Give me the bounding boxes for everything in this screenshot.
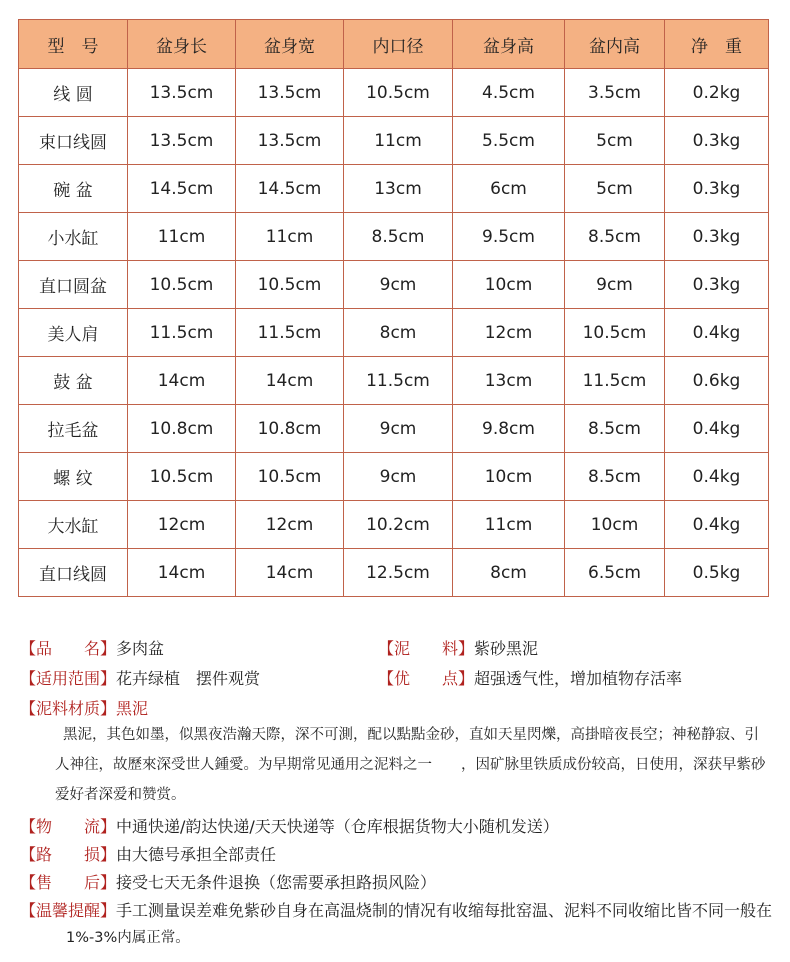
clay-label: 【泥 料】 (378, 639, 475, 658)
material-value: 黑泥 (116, 699, 149, 718)
cell-weight: 0.4kg (665, 405, 769, 453)
spec-table (18, 19, 769, 597)
cell-height: 10cm (453, 261, 565, 309)
cell-length: 10.8cm (128, 405, 236, 453)
table-row (19, 501, 769, 549)
product-value: 多肉盆 (116, 639, 165, 658)
header-inner-height: 盆内高 (565, 20, 665, 69)
table-header-row (19, 20, 769, 69)
cell-inner-height: 8.5cm (565, 213, 665, 261)
reminder-field (20, 898, 772, 921)
table-row (19, 453, 769, 501)
cell-height: 11cm (453, 501, 565, 549)
cell-weight: 0.3kg (665, 165, 769, 213)
cell-height: 5.5cm (453, 117, 565, 165)
cell-width: 11cm (236, 213, 344, 261)
cell-width: 11.5cm (236, 309, 344, 357)
cell-width: 10.8cm (236, 405, 344, 453)
cell-inner-diameter: 9cm (344, 453, 453, 501)
product-label: 【品 名】 (20, 639, 117, 658)
header-inner-diameter: 内口径 (344, 20, 453, 69)
advantage-value: 超强透气性，增加植物存活率 (474, 669, 683, 688)
table-row (19, 117, 769, 165)
cell-weight: 0.3kg (665, 261, 769, 309)
cell-model: 大水缸 (19, 501, 128, 549)
cell-height: 13cm (453, 357, 565, 405)
cell-inner-height: 11.5cm (565, 357, 665, 405)
cell-inner-height: 8.5cm (565, 405, 665, 453)
cell-height: 4.5cm (453, 69, 565, 117)
usage-value: 花卉绿植 摆件观赏 (116, 669, 261, 688)
advantage-label: 【优 点】 (378, 669, 475, 688)
cell-model: 碗 盆 (19, 165, 128, 213)
cell-inner-diameter: 8cm (344, 309, 453, 357)
cell-length: 12cm (128, 501, 236, 549)
damage-label: 【路 损】 (20, 845, 117, 864)
cell-inner-height: 10cm (565, 501, 665, 549)
cell-weight: 0.4kg (665, 309, 769, 357)
cell-length: 11cm (128, 213, 236, 261)
logistics-value: 中通快递/韵达快递/天天快递等（仓库根据货物大小随机发送） (116, 817, 559, 836)
table-row (19, 261, 769, 309)
cell-length: 10.5cm (128, 261, 236, 309)
cell-inner-height: 6.5cm (565, 549, 665, 597)
logistics-label: 【物 流】 (20, 817, 117, 836)
cell-weight: 0.3kg (665, 213, 769, 261)
cell-inner-height: 3.5cm (565, 69, 665, 117)
header-height: 盆身高 (453, 20, 565, 69)
logistics-field (20, 814, 559, 837)
table-row (19, 405, 769, 453)
cell-inner-diameter: 11cm (344, 117, 453, 165)
table-body (19, 69, 769, 597)
cell-model: 小水缸 (19, 213, 128, 261)
header-model: 型 号 (19, 20, 128, 69)
cell-inner-diameter: 9cm (344, 405, 453, 453)
clay-value: 紫砂黑泥 (474, 639, 539, 658)
cell-weight: 0.6kg (665, 357, 769, 405)
cell-width: 13.5cm (236, 117, 344, 165)
cell-width: 13.5cm (236, 69, 344, 117)
cell-width: 14.5cm (236, 165, 344, 213)
cell-model: 直口圆盆 (19, 261, 128, 309)
aftersale-value: 接受七天无条件退换（您需要承担路损风险） (116, 873, 437, 892)
cell-inner-diameter: 10.2cm (344, 501, 453, 549)
cell-inner-height: 9cm (565, 261, 665, 309)
cell-length: 14cm (128, 357, 236, 405)
cell-length: 13.5cm (128, 69, 236, 117)
cell-width: 10.5cm (236, 261, 344, 309)
table-row (19, 213, 769, 261)
cell-length: 14.5cm (128, 165, 236, 213)
material-field (20, 696, 148, 719)
cell-inner-diameter: 10.5cm (344, 69, 453, 117)
aftersale-label: 【售 后】 (20, 873, 117, 892)
cell-length: 10.5cm (128, 453, 236, 501)
cell-width: 12cm (236, 501, 344, 549)
cell-model: 线 圆 (19, 69, 128, 117)
cell-model: 直口线圆 (19, 549, 128, 597)
cell-inner-height: 5cm (565, 165, 665, 213)
cell-height: 9.8cm (453, 405, 565, 453)
reminder-label: 【温馨提醒】 (20, 901, 117, 920)
cell-weight: 0.3kg (665, 117, 769, 165)
cell-length: 13.5cm (128, 117, 236, 165)
table-row (19, 309, 769, 357)
cell-inner-diameter: 11.5cm (344, 357, 453, 405)
header-weight: 净 重 (665, 20, 769, 69)
cell-height: 10cm (453, 453, 565, 501)
cell-height: 9.5cm (453, 213, 565, 261)
cell-inner-diameter: 13cm (344, 165, 453, 213)
cell-weight: 0.4kg (665, 501, 769, 549)
cell-inner-height: 8.5cm (565, 453, 665, 501)
header-length: 盆身长 (128, 20, 236, 69)
cell-weight: 0.5kg (665, 549, 769, 597)
clay-field (378, 636, 538, 659)
cell-inner-height: 10.5cm (565, 309, 665, 357)
usage-label: 【适用范围】 (20, 669, 117, 688)
damage-field (20, 842, 276, 865)
cell-width: 14cm (236, 357, 344, 405)
cell-weight: 0.2kg (665, 69, 769, 117)
cell-weight: 0.4kg (665, 453, 769, 501)
material-description: 黑泥，其色如墨，似黑夜浩瀚天際，深不可測，配以點點金砂，直如天星閃爍，高掛暗夜長空；神秘静寂、引人神往，故歷來深受世人鍾愛。为早期常见通用之泥料之一 ，因矿脉里铁质成份较高，日使用，深获早紫砂爱好者深爱和赞赏。 (55, 727, 766, 803)
cell-model: 鼓 盆 (19, 357, 128, 405)
reminder-value: 手工测量误差难免紫砂自身在高温烧制的情况有收缩每批窑温、泥料不同收缩比皆不同一般在 (116, 901, 773, 920)
cell-inner-diameter: 12.5cm (344, 549, 453, 597)
cell-inner-height: 5cm (565, 117, 665, 165)
cell-width: 14cm (236, 549, 344, 597)
damage-value: 由大德号承担全部责任 (116, 845, 277, 864)
aftersale-field (20, 870, 436, 893)
header-width: 盆身宽 (236, 20, 344, 69)
cell-inner-diameter: 8.5cm (344, 213, 453, 261)
cell-width: 10.5cm (236, 453, 344, 501)
product-field (20, 636, 164, 659)
cell-model: 拉毛盆 (19, 405, 128, 453)
cell-model: 束口线圆 (19, 117, 128, 165)
advantage-field (378, 666, 682, 689)
cell-length: 14cm (128, 549, 236, 597)
cell-inner-diameter: 9cm (344, 261, 453, 309)
cell-model: 美人肩 (19, 309, 128, 357)
table-row (19, 357, 769, 405)
table-row (19, 165, 769, 213)
cell-model: 螺 纹 (19, 453, 128, 501)
reminder-value-continued: 1%-3%内属正常。 (66, 930, 190, 946)
cell-height: 8cm (453, 549, 565, 597)
table-row (19, 69, 769, 117)
usage-field (20, 666, 260, 689)
cell-length: 11.5cm (128, 309, 236, 357)
table-row (19, 549, 769, 597)
cell-height: 12cm (453, 309, 565, 357)
cell-height: 6cm (453, 165, 565, 213)
material-label: 【泥料材质】 (20, 699, 117, 718)
